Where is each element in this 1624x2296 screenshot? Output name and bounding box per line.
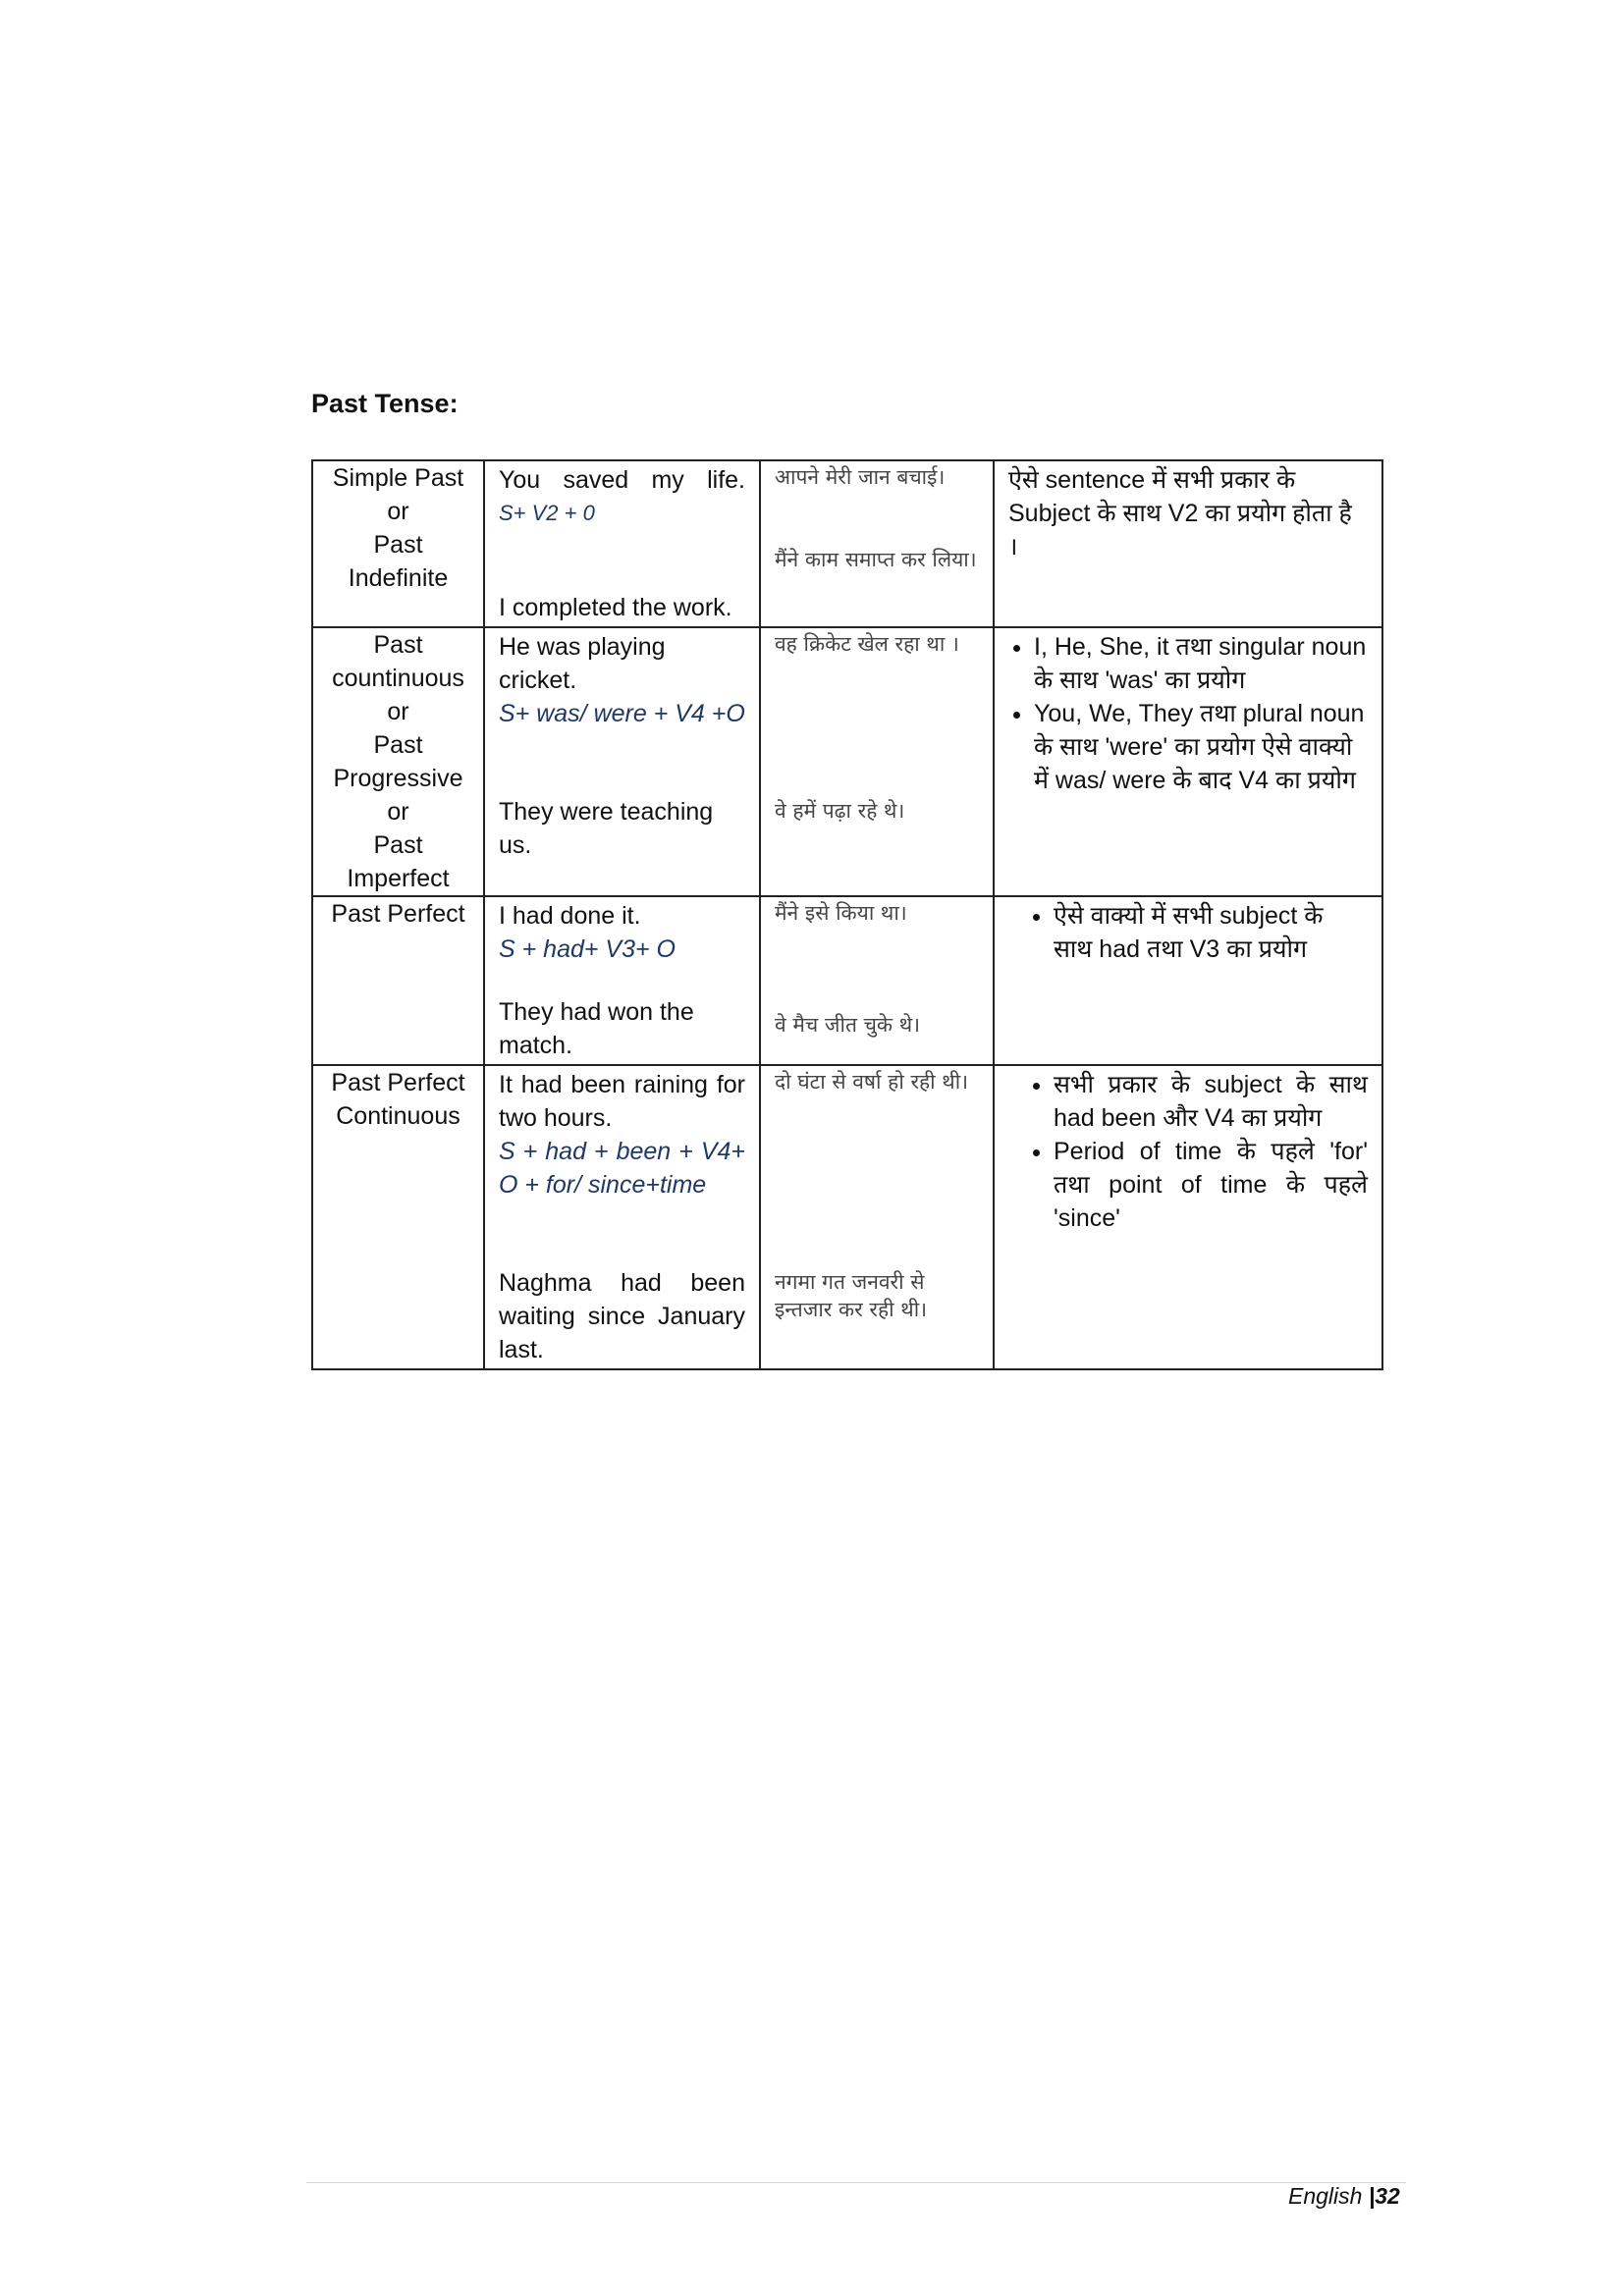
hindi-cell: [760, 896, 994, 1065]
formula: S+ was/ were + V4 +O: [499, 700, 745, 727]
tense-name-line: Simple Past: [332, 464, 464, 492]
hindi-translation-2: वे हमें पढ़ा रहे थे।: [775, 799, 905, 823]
usage-note-item: • I, He, She, it तथा singular noun के साथ 'was' का प्रयोग: [1034, 630, 1368, 697]
usage-note-list: [1008, 899, 1368, 966]
example-sentence-2: I completed the work.: [499, 594, 732, 621]
tense-name-line: Indefinite: [348, 564, 449, 592]
tense-name-cell: [312, 460, 484, 627]
footer-subject: English: [1288, 2183, 1363, 2209]
formula: S + had+ V3+ O: [499, 935, 676, 963]
usage-note-item: • सभी प्रकार के subject के साथ had been और V4 का प्रयोग: [1054, 1068, 1368, 1135]
hindi-translation-1: मैंने इसे किया था।: [775, 901, 907, 925]
footer-separator: |: [1368, 2183, 1376, 2209]
table-row-simple-past: [312, 460, 1382, 627]
table-row-past-continuous: [312, 627, 1382, 896]
hindi-cell: [760, 1065, 994, 1369]
tense-name-line: or: [387, 798, 409, 826]
hindi-cell: [760, 460, 994, 627]
tense-name-line: or: [387, 498, 409, 525]
example-cell: [484, 1065, 760, 1369]
example-cell: [484, 460, 760, 627]
table-row-past-perfect: [312, 896, 1382, 1065]
formula: S + had + been + V4+ O + for/ since+time: [499, 1138, 745, 1199]
page-heading: Past Tense:: [311, 389, 459, 418]
tense-name-cell: [312, 627, 484, 896]
tense-name-line: Past: [373, 631, 423, 659]
formula: S+ V2 + 0: [499, 501, 595, 525]
tense-name-line: Past: [373, 731, 423, 759]
usage-note-cell: [994, 460, 1382, 627]
usage-note-list: [1008, 1068, 1368, 1235]
tense-table: [311, 459, 1383, 1370]
tense-name-cell: [312, 1065, 484, 1369]
hindi-translation-1: आपने मेरी जान बचाई।: [775, 465, 946, 489]
table-row-past-perfect-continuous: [312, 1065, 1382, 1369]
hindi-translation-2: नगमा गत जनवरी से इन्तजार कर रही थी।: [775, 1270, 928, 1321]
tense-name-line: Progressive: [333, 765, 463, 792]
usage-note-item: • Period of time के पहले 'for' तथा point of time के पहले 'since': [1054, 1135, 1368, 1235]
tense-name-line: Past: [373, 831, 423, 859]
example-sentence-1: He was playing cricket.: [499, 633, 666, 694]
tense-name-line: Past Perfect: [331, 1069, 465, 1096]
hindi-translation-2: वे मैच जीत चुके थे।: [775, 1013, 921, 1037]
usage-note-item: • You, We, They तथा plural noun के साथ 'were' का प्रयोग ऐसे वाक्यो में was/ were के बाद V4 का प्रयोग: [1034, 697, 1368, 797]
example-cell: [484, 896, 760, 1065]
example-sentence-1: It had been raining for two hours.: [499, 1071, 745, 1132]
usage-note: ऐसे sentence में सभी प्रकार के Subject के साथ V2 का प्रयोग होता है ।: [1008, 466, 1352, 561]
tense-name-cell: [312, 896, 484, 1065]
tense-name-line: countinuous: [332, 665, 464, 692]
usage-note-item: • ऐसे वाक्यो में सभी subject के साथ had तथा V3 का प्रयोग: [1054, 899, 1368, 966]
hindi-translation-2: मैंने काम समाप्त कर लिया।: [775, 548, 977, 571]
example-sentence-2: They were teaching us.: [499, 798, 714, 859]
tense-name-line: Imperfect: [347, 865, 450, 892]
hindi-translation-1: वह क्रिकेट खेल रहा था ।: [775, 632, 959, 656]
usage-note-cell: [994, 1065, 1382, 1369]
example-cell: [484, 627, 760, 896]
footer-divider: [306, 2182, 1406, 2183]
hindi-cell: [760, 627, 994, 896]
example-sentence-2: They had won the match.: [499, 998, 694, 1059]
tense-name-line: Continuous: [336, 1102, 460, 1130]
tense-name-line: or: [387, 698, 409, 725]
usage-note-list: [1008, 630, 1368, 797]
example-sentence-2: Naghma had been waiting since January last.: [499, 1269, 745, 1363]
hindi-translation-1: दो घंटा से वर्षा हो रही थी।: [775, 1070, 969, 1094]
tense-name-line: Past: [373, 531, 423, 559]
tense-name-line: Past Perfect: [331, 900, 465, 928]
usage-note-cell: [994, 627, 1382, 896]
page-number: 32: [1375, 2183, 1400, 2209]
usage-note-cell: [994, 896, 1382, 1065]
example-sentence-1: You saved my life.: [499, 466, 745, 494]
page-footer: [1288, 2183, 1400, 2210]
example-sentence-1: I had done it.: [499, 902, 641, 930]
